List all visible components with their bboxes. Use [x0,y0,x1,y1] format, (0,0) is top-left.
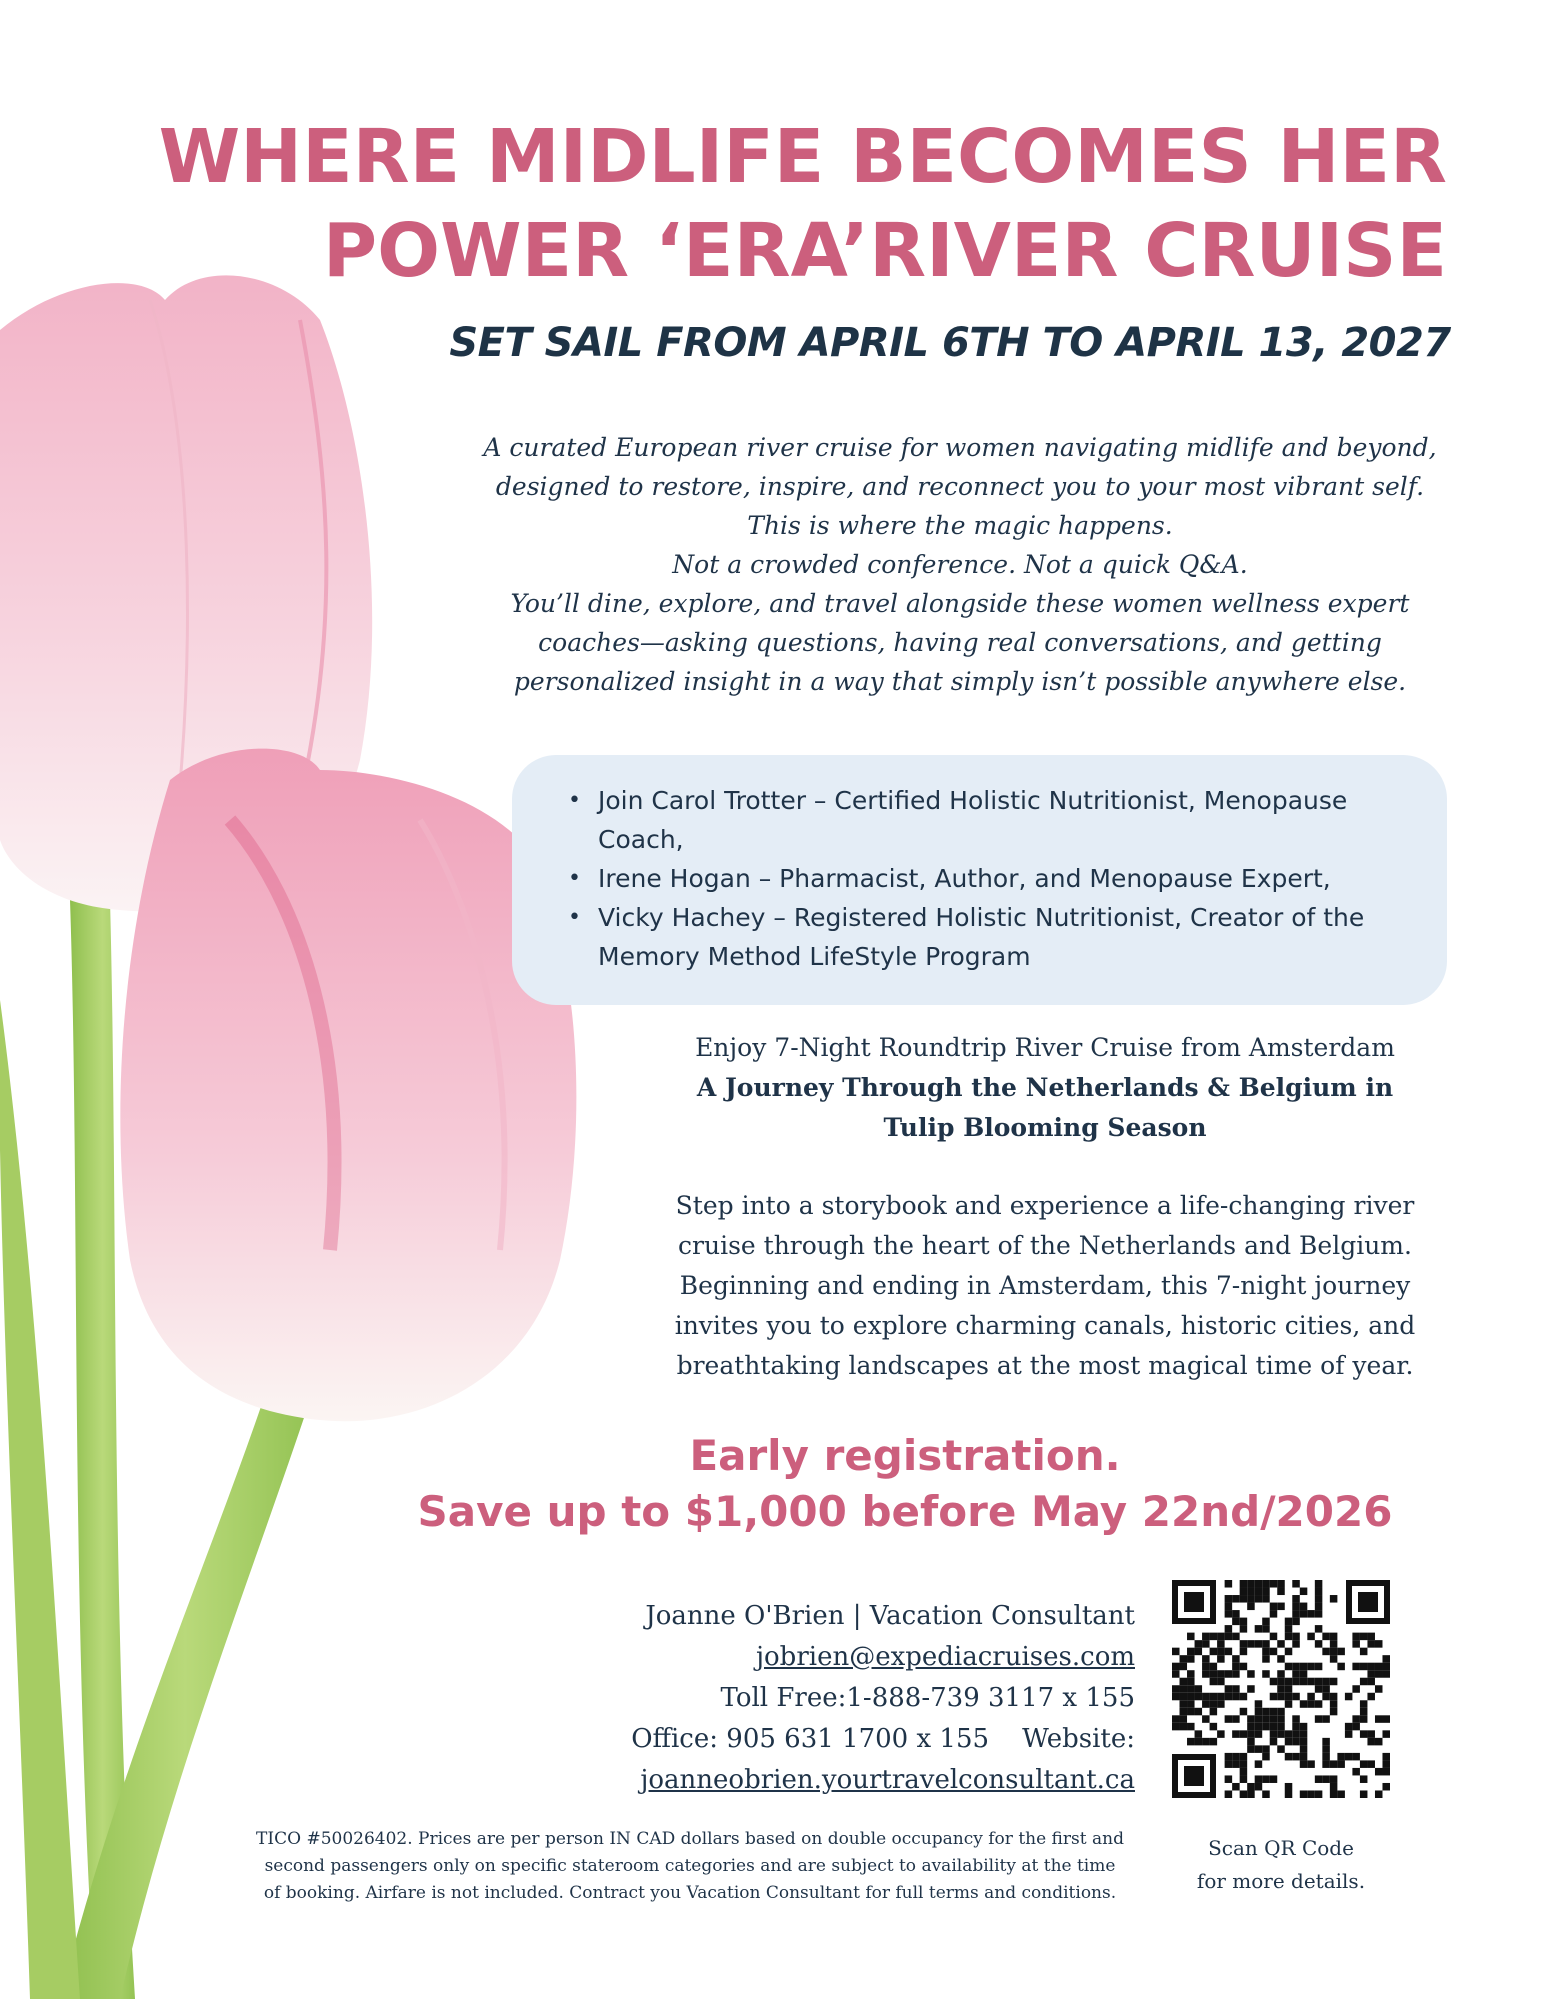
bullet-icon: • [568,866,581,891]
promo-line: Save up to $1,000 before May 22nd/2026 [417,1487,1393,1536]
story-line: cruise through the heart of the Netherlands and Belgium. [678,1231,1412,1260]
toll-free-phone: Toll Free:1-888-739 3117 x 155 [720,1683,1135,1713]
experts-list [562,781,1407,976]
story-line: Beginning and ending in Amsterdam, this 7-night journey [679,1271,1411,1300]
intro-line: This is where the magic happens. [747,511,1173,540]
intro-line: personalized insight in a way that simply isn’t possible anywhere else. [513,667,1407,696]
expert-line: Coach, [598,825,684,854]
tulip-flower [120,749,576,1422]
expert-item [562,898,1407,976]
page-title [147,110,1447,298]
intro-line: coaches—asking questions, having real conversations, and getting [538,628,1382,657]
promo-offer [330,1428,1480,1540]
qr-caption [1150,1832,1412,1898]
expert-line: Memory Method LifeStyle Program [598,942,1031,971]
expert-line: Join Carol Trotter – Certified Holistic Nutritionist, Menopause [598,786,1348,815]
fine-print-line: of booking. Airfare is not included. Contract you Vacation Consultant for full terms and conditions. [263,1883,1117,1903]
expert-item [562,781,1407,859]
intro-line: Not a crowded conference. Not a quick Q&A. [672,550,1248,579]
cruise-headline: A Journey Through the Netherlands & Belgium in [696,1073,1394,1102]
story-paragraph [640,1186,1450,1386]
cruise-summary [640,1028,1450,1148]
cruise-line: Enjoy 7-Night Roundtrip River Cruise from Amsterdam [695,1033,1395,1062]
contact-block [535,1596,1135,1801]
expert-item [562,859,1407,898]
fine-print-line: TICO #50026402. Prices are per person IN CAD dollars based on double occupancy for the first and [256,1829,1124,1849]
intro-line: designed to restore, inspire, and reconnect you to your most vibrant self. [495,472,1425,501]
title-line: WHERE MIDLIFE BECOMES HER [158,114,1447,200]
qr-caption-line: for more details. [1196,1869,1366,1893]
qr-code[interactable] [1172,1580,1390,1798]
expert-line: Vicky Hachey – Registered Holistic Nutritionist, Creator of the [598,903,1365,932]
title-line: POWER ‘ERA’RIVER CRUISE [322,208,1447,294]
fine-print-line: second passengers only on specific stateroom categories and are subject to availability at the time [264,1856,1116,1876]
qr-caption-line: Scan QR Code [1208,1836,1354,1860]
office-phone: Office: 905 631 1700 x 155 Website: [631,1724,1135,1754]
bullet-icon: • [568,905,581,930]
tulip-leaf [0,1000,80,1999]
cruise-headline: Tulip Blooming Season [883,1113,1207,1142]
promo-line: Early registration. [689,1431,1121,1480]
experts-box [512,755,1447,1005]
intro-paragraph [430,428,1490,701]
consultant-name: Joanne O'Brien | Vacation Consultant [645,1601,1135,1631]
sail-dates: SET SAIL FROM APRIL 6TH TO APRIL 13, 2027 [449,320,1451,366]
website-link[interactable]: joanneobrien.yourtravelconsultant.ca [640,1765,1135,1795]
story-line: invites you to explore charming canals, historic cities, and [674,1311,1416,1340]
intro-line: A curated European river cruise for women navigating midlife and beyond, [483,433,1437,462]
email-link[interactable]: jobrien@expediacruises.com [755,1642,1135,1672]
fine-print [240,1826,1140,1907]
story-line: breathtaking landscapes at the most magical time of year. [676,1351,1414,1380]
tulip-illustration [0,0,620,1999]
intro-line: You’ll dine, explore, and travel alongside these women wellness expert [510,589,1410,618]
story-line: Step into a storybook and experience a life-changing river [675,1191,1415,1220]
bullet-icon: • [568,788,581,813]
expert-line: Irene Hogan – Pharmacist, Author, and Menopause Expert, [598,864,1331,893]
